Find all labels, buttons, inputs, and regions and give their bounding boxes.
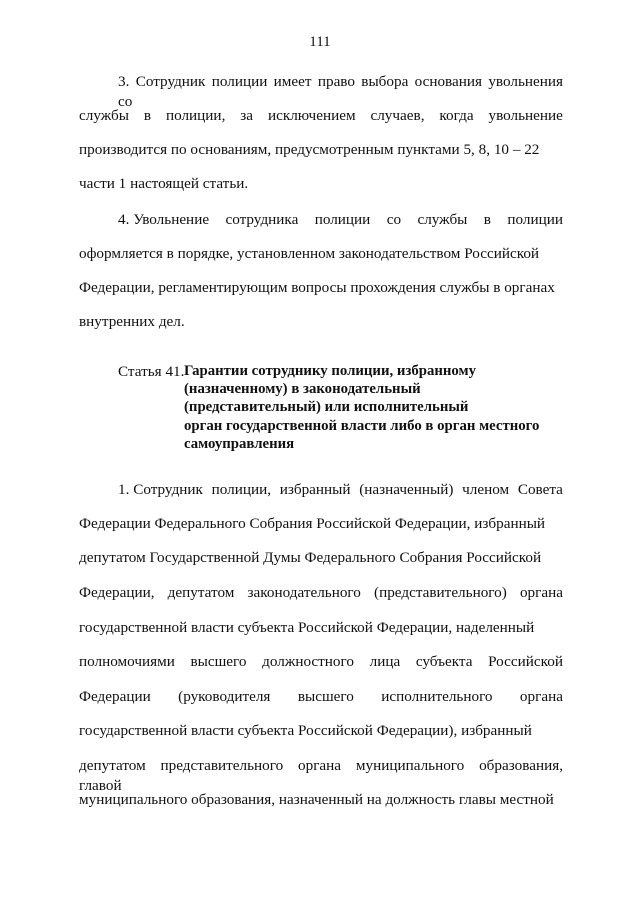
text-segment: когда [439,107,474,124]
text-segment: службы [417,211,468,228]
text-segment: производится по основаниям, предусмотренным пунктами 5, 8, 10 – 22 [79,141,540,158]
text-segment: депутатом [167,584,235,601]
paragraph-1-line-6 [79,652,563,672]
paragraph-4-line-3 [79,278,563,298]
paragraph-1-line-4 [79,583,563,603]
text-segment: 3. Сотрудник полиции имеет право выбора основания увольнения со [118,73,563,110]
text-segment: субъекта [415,653,473,670]
text-segment: Федерации [79,688,151,705]
text-segment: полномочиями [79,653,175,670]
text-segment: избранный [279,481,351,498]
text-segment: 1. Сотрудник [118,481,203,498]
text-segment: государственной власти субъекта Российской Федерации, наделенный [79,619,535,636]
text-segment: высшего [190,653,247,670]
paragraph-3-line-4 [79,174,563,194]
text-segment: в [483,211,491,228]
text-segment: (представительного) [374,584,507,601]
text-segment: внутренних дел. [79,313,185,330]
text-segment: (руководителя [178,688,271,705]
text-segment: полиции [507,211,563,228]
article-title-line: (назначенному) в законодательный [184,381,421,398]
text-segment: полиции [314,211,371,228]
text-segment: исключением [267,107,356,124]
paragraph-1-line-10 [79,790,563,810]
text-segment: полиции, [165,107,226,124]
text-segment: депутатом Государственной Думы Федерального Собрания Российской [79,549,542,566]
text-segment: службы [79,107,129,124]
article-title-line: (представительный) или исполнительный [184,399,469,416]
paragraph-4-line-4 [79,312,563,332]
page-number: 111 [309,34,331,50]
text-segment: исполнительного [381,688,493,705]
text-segment: сотрудника [225,211,299,228]
article-title-line: Гарантии сотруднику полиции, избранному [184,363,477,379]
text-segment: Федерации, регламентирующим вопросы прохождения службы в органах [79,279,555,296]
article-title [184,362,574,453]
text-segment: случаев, [370,107,425,124]
paragraph-1-line-7 [79,687,563,707]
text-segment: депутатом представительного органа муниципального образования, главой [79,757,563,794]
text-segment: муниципального образования, назначенный на должность главы местной [79,791,554,808]
text-segment: членом [462,481,510,498]
text-segment: лица [369,653,401,670]
text-segment: со [386,211,402,228]
paragraph-4-line-1 [118,210,563,230]
text-segment: в [143,107,152,124]
paragraph-1-line-5 [79,618,563,638]
text-segment: должностного [262,653,354,670]
text-segment: полиции, [211,481,272,498]
text-segment: оформляется в порядке, установленном законодательством Российской [79,245,540,262]
paragraph-1-line-2 [79,514,563,534]
text-segment: за [240,107,254,124]
paragraph-4-line-2 [79,244,563,264]
text-segment: органа [519,688,563,705]
text-segment: Федерации, [79,584,155,601]
paragraph-1-line-1 [118,480,563,500]
text-segment: Совета [517,481,563,498]
text-segment: увольнение [488,107,563,124]
text-segment: высшего [297,688,354,705]
paragraph-3-line-3 [79,140,563,160]
text-segment: органа [519,584,563,601]
text-segment: 4. Увольнение [118,211,210,228]
article-title-line: орган государственной власти либо в орган местного [184,417,540,434]
paragraph-1-line-8 [79,721,563,741]
text-segment: части 1 настоящей статьи. [79,175,249,192]
text-segment: Федерации Федерального Собрания Российской Федерации, избранный [79,515,546,532]
article-label: Статья 41. [118,363,185,380]
paragraph-3-line-2 [79,106,563,126]
article-title-line: самоуправления [184,435,295,452]
paragraph-1-line-3 [79,548,563,568]
text-segment: законодательного [247,584,361,601]
text-segment: государственной власти субъекта Российской Федерации), избранный [79,722,532,739]
text-segment: (назначенный) [359,481,454,498]
text-segment: Российской [488,653,563,670]
